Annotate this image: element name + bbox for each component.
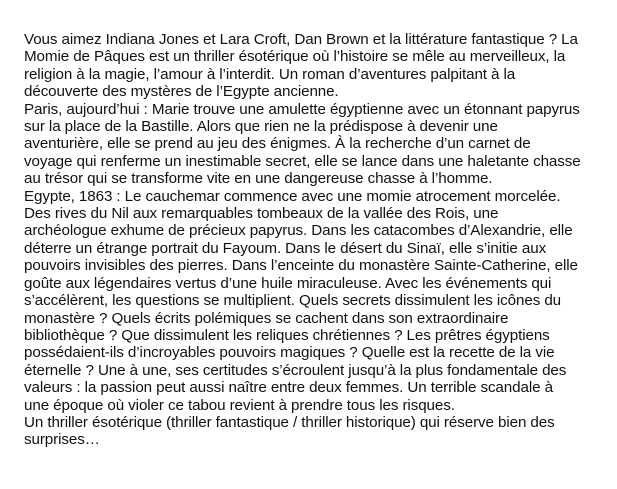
document-body [24,31,614,449]
text-line: voyage qui renferme un inestimable secret, elle se lance dans une haletante chasse [24,152,581,170]
text-line: éternelle ? Une à une, ses certitudes s’écroulent jusqu’à la plus fondamentale des [24,361,567,379]
text-line: valeurs : la passion peut aussi naître entre deux femmes. Un terrible scandale à [24,379,553,397]
text-line: Des rives du Nil aux remarquables tombeaux de la vallée des Rois, une [24,205,499,223]
text-line: monastère ? Quels écrits polémiques se cachent dans son extraordinaire [24,309,509,327]
text-line: aventurière, elle se prend au jeu des énigmes. À la recherche d’un carnet de [24,135,531,153]
text-line: Momie de Pâques est un thriller ésotérique où l’histoire se mêle au merveilleux, la [24,48,566,66]
text-line: surprises… [24,431,100,449]
text-line: possédaient-ils d’incroyables pouvoirs magiques ? Quelle est la recette de la vie [24,344,555,362]
text-line: au trésor qui se transforme vite en une dangereuse chasse à l’homme. [24,170,493,188]
text-line: religion à la magie, l’amour à l’interdit. Un roman d’aventures palpitant à la [24,65,516,83]
text-line: Un thriller ésotérique (thriller fantastique / thriller historique) qui réserve bien des [24,413,555,431]
text-line: Paris, aujourd’hui : Marie trouve une amulette égyptienne avec un étonnant papyrus [24,100,580,118]
text-line: goûte aux légendaires vertus d’une huile miraculeuse. Avec les événements qui [24,274,552,292]
text-line: Egypte, 1863 : Le cauchemar commence avec une momie atrocement morcelée. [24,187,561,205]
text-line: une époque où violer ce tabou revient à prendre tous les risques. [24,396,455,414]
text-line: pouvoirs invisibles des pierres. Dans l’enceinte du monastère Sainte-Catherine, elle [24,257,578,275]
text-line: Vous aimez Indiana Jones et Lara Croft, Dan Brown et la littérature fantastique ? La [24,31,578,48]
text-line: archéologue exhume de précieux papyrus. Dans les catacombes d’Alexandrie, elle [24,222,573,240]
text-line: déterre un étrange portrait du Fayoum. Dans le désert du Sinaï, elle s’initie aux [24,239,547,257]
text-line: bibliothèque ? Que dissimulent les reliques chrétiennes ? Les prêtres égyptiens [24,326,550,344]
text-line: sur la place de la Bastille. Alors que rien ne la prédispose à devenir une [24,118,498,136]
text-line: s’accélèrent, les questions se multiplient. Quels secrets dissimulent les icônes du [24,292,562,310]
text-line: découverte des mystères de l’Egypte ancienne. [24,83,339,101]
